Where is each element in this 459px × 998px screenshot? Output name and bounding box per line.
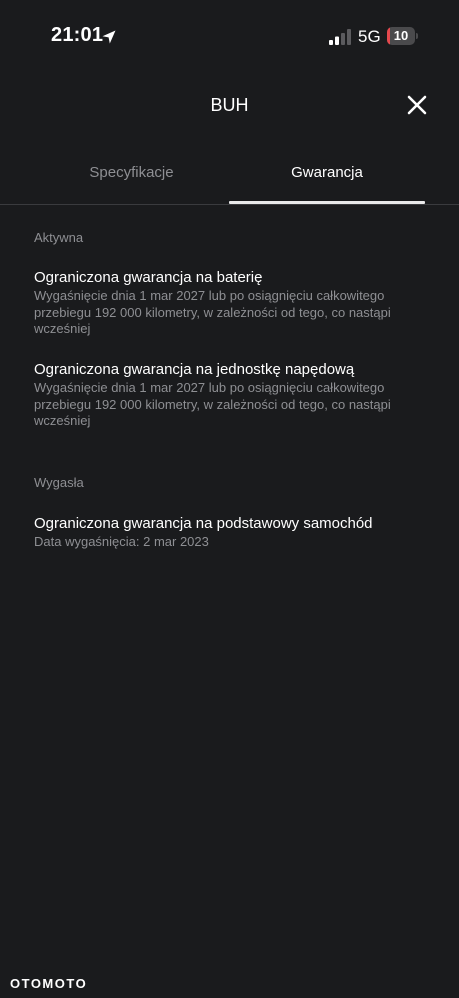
- section-label-expired: Wygasła: [34, 475, 84, 490]
- battery-percentage: 10: [393, 28, 409, 43]
- warranty-item-description: Data wygaśnięcia: 2 mar 2023: [34, 534, 209, 549]
- network-type: 5G: [358, 27, 381, 46]
- battery-cap: [416, 33, 418, 39]
- warranty-item-description: Wygaśnięcie dnia 1 mar 2027 lub po osiągnięciu całkowitego przebiegu 192 000 kilometry, w zależności od tego, co nastąpi wcześniej: [34, 380, 391, 428]
- warranty-item-title: Ograniczona gwarancja na baterię: [34, 269, 263, 286]
- tab-specifications[interactable]: Specyfikacje: [89, 164, 174, 181]
- cellular-signal-icon: [329, 29, 351, 45]
- status-time: 21:01: [51, 24, 104, 46]
- section-label-active: Aktywna: [34, 230, 84, 245]
- close-button[interactable]: [404, 92, 430, 118]
- otomoto-watermark: OTOMOTO: [10, 976, 88, 991]
- battery-icon: [387, 27, 415, 45]
- tabs-divider: [0, 204, 459, 205]
- warranty-item-title: Ograniczona gwarancja na podstawowy samochód: [34, 515, 373, 532]
- warranty-item-title: Ograniczona gwarancja na jednostkę napędową: [34, 361, 355, 378]
- location-arrow-icon: [101, 29, 117, 45]
- page-title: BUH: [210, 95, 249, 115]
- close-icon: [404, 92, 430, 118]
- warranty-item-description: Wygaśnięcie dnia 1 mar 2027 lub po osiągnięciu całkowitego przebiegu 192 000 kilometry, w zależności od tego, co nastąpi wcześniej: [34, 288, 391, 336]
- tab-warranty[interactable]: Gwarancja: [291, 164, 363, 181]
